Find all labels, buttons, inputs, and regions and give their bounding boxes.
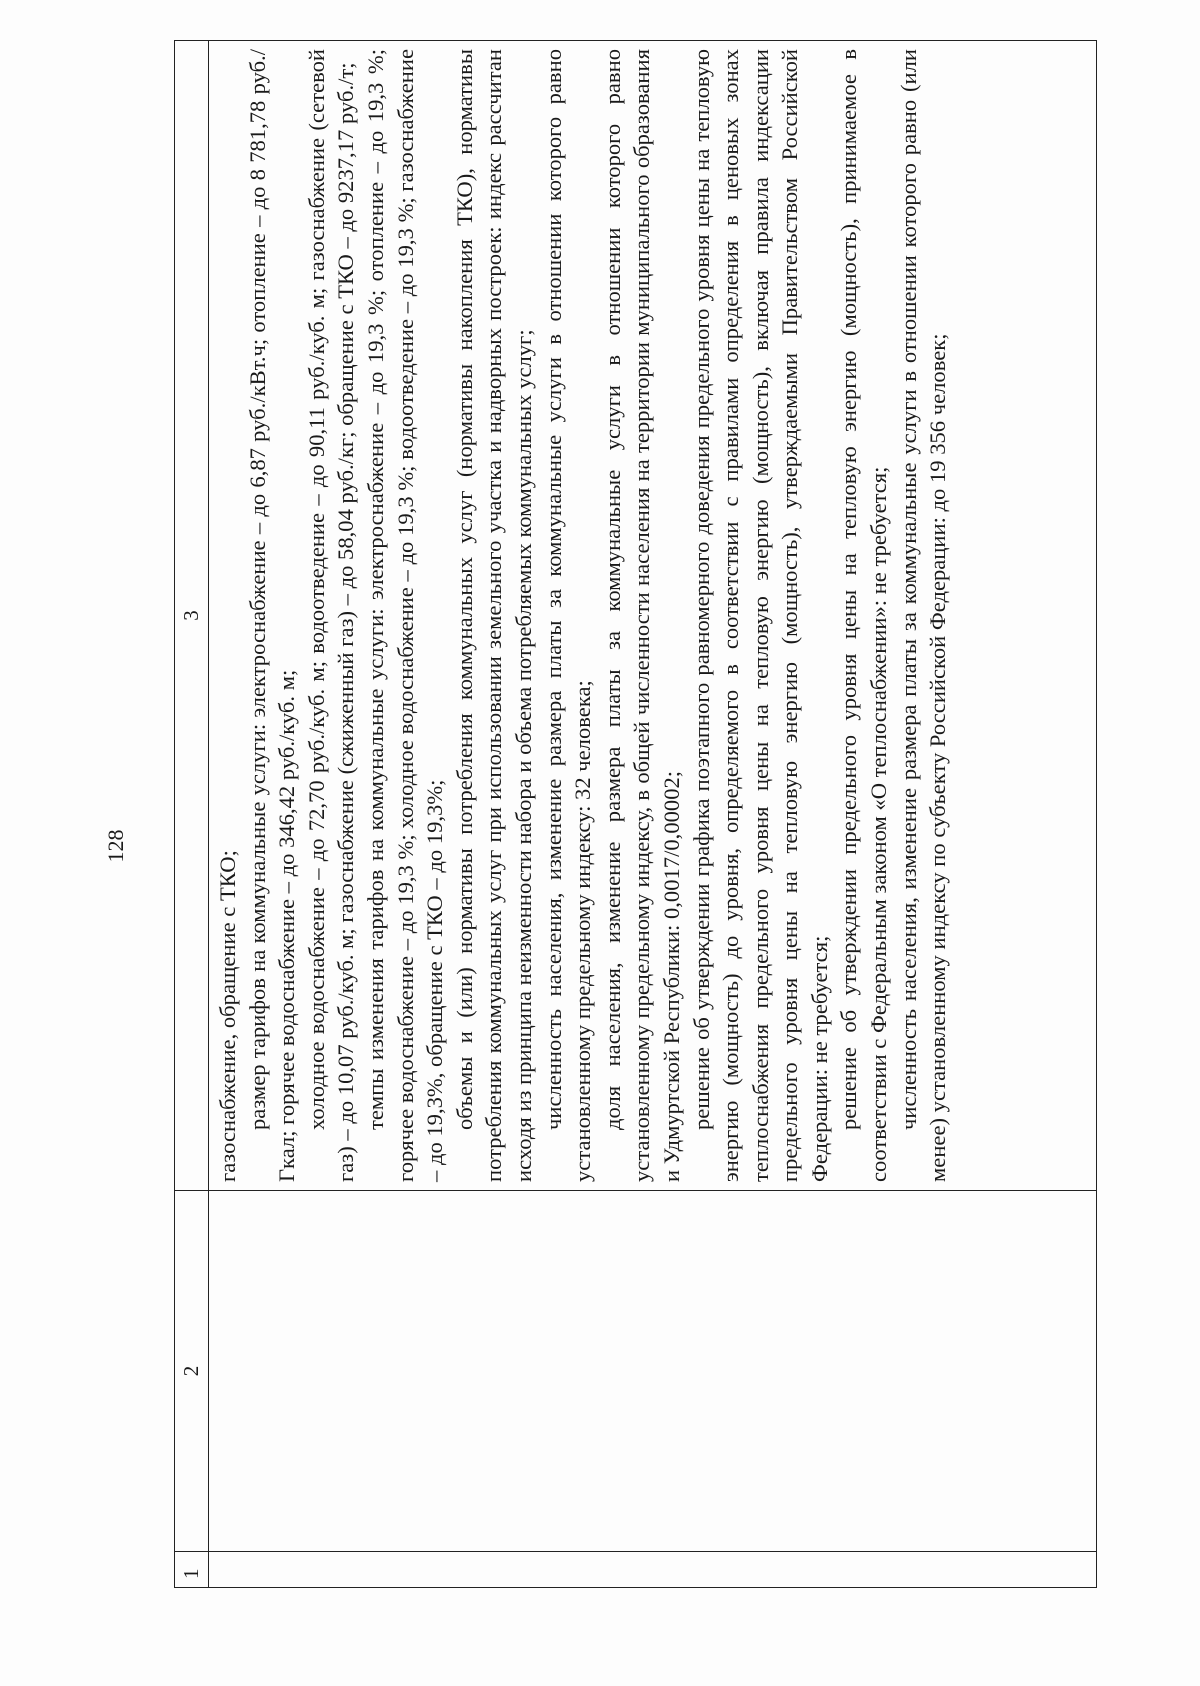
cell-col2 — [209, 1191, 1097, 1552]
paragraph-tariff-rates: темпы изменения тарифов на коммунальные услуги: электроснабжение – до 19,3 %; отопление – до 19,3 %; горячее водоснабжение – до 19,3 %; холодное водоснабжение – до 19,3 %; водоотведение – до 19,3 %; газоснабжение – до 19,3%, обращение с ТКО – до 19,3%; — [362, 49, 448, 1182]
paragraph-consumption-norms: объемы и (или) нормативы потребления коммунальных услуг (нормативы накопления ТКО), нормативы потребления коммунальных услуг при использовании земельного участка и надворных построек: индекс рассчитан исходя из принципа неизменности набора и объема потребляемых коммунальных услуг; — [451, 49, 536, 1182]
page-number: 128 — [103, 829, 128, 863]
table-header-row — [175, 41, 209, 1588]
column-header-1: 1 — [175, 1552, 209, 1588]
paragraph-population-count: численность населения, изменение размера платы за коммунальные услуги в отношении которого равно установленному предельному индексу: 32 человека; — [540, 49, 596, 1182]
paragraph-gas-waste: газоснабжение, обращение с ТКО; — [215, 850, 240, 1182]
table-row — [209, 41, 1097, 1588]
paragraph-population-below-index: численность населения, изменение размера платы за коммунальные услуги в отношении которого равно (или менее) установленному индексу по субъекту Российской Федерации: до 19 356 человек; — [895, 49, 951, 1182]
paragraph-tariff-sizes-1: размер тарифов на коммунальные услуги: электроснабжение – до 6,87 руб./кВт.ч; отопление – до 8 781,78 руб./Гкал; горячее водоснабжение – до 346,42 руб./куб. м; — [244, 49, 300, 1182]
cell-text — [213, 49, 953, 1182]
paragraph-tariff-sizes-2: холодное водоснабжение – до 72,70 руб./куб. м; водоотведение – до 90,11 руб./куб. м; газоснабжение (сетевой газ) – до 10,07 руб./куб. м; газоснабжение (сжиженный газ) – до 58,04 руб./кг; обращение с ТКО – до 9237,17 руб./т; — [303, 49, 359, 1182]
cell-col3 — [209, 41, 1097, 1191]
paragraph-heat-schedule-decision: решение об утверждении графика поэтапного равномерного доведения предельного уровня цены на тепловую энергию (мощность) до уровня, определяемого в соответствии с правилами определения в ценовых зонах теплоснабжения предельного уровня цены на тепловую энергию (мощность), включая правила индексации предельного уровня цены на тепловую энергию (мощность), утверждаемыми Правительством Российской Федерации: не требуется; — [688, 49, 832, 1182]
paragraph-population-share: доля населения, изменение размера платы за коммунальные услуги в отношении которого равно установленному предельному индексу, в общей численности населения на территории муниципального образования и Удмуртской Республики: 0,0017/0,00002; — [599, 49, 684, 1182]
document-table — [174, 40, 1097, 1588]
column-header-3: 3 — [175, 41, 209, 1191]
rotated-table-container — [174, 40, 1097, 1588]
cell-col1 — [209, 1552, 1097, 1588]
column-header-2: 2 — [175, 1191, 209, 1552]
paragraph-heat-price-decision: решение об утверждении предельного уровня цены на тепловую энергию (мощность), принимаемое в соответствии с Федеральным законом «О теплоснабжении»: не требуется; — [836, 49, 892, 1182]
